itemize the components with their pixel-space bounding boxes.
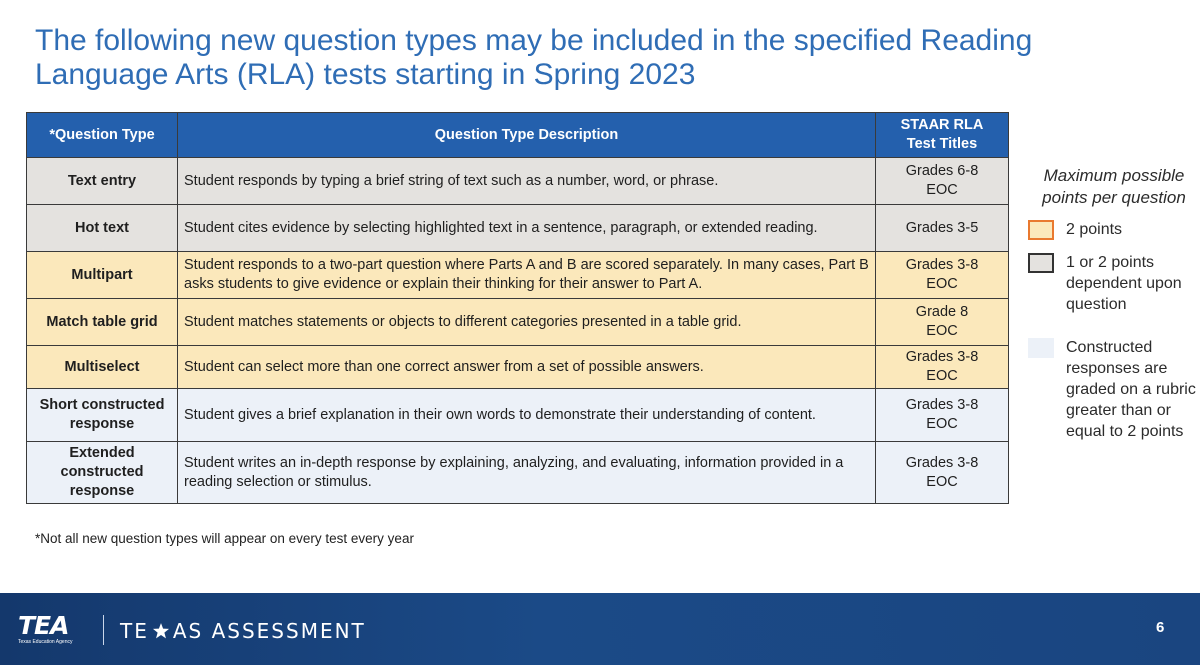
row-description: Student responds by typing a brief string of text such as a number, word, or phrase.: [178, 158, 876, 205]
row-question-type: Multipart: [27, 252, 178, 299]
row-description: Student can select more than one correct answer from a set of possible answers.: [178, 346, 876, 389]
row-test-titles: [876, 252, 1009, 299]
row-question-type: Hot text: [27, 205, 178, 252]
legend-label: 2 points: [1066, 221, 1123, 238]
table-row: [27, 442, 1009, 504]
table-row: [27, 389, 1009, 442]
tea-logo-subtext: Texas Education Agency: [18, 639, 73, 645]
legend-item-2-points: [1028, 219, 1200, 240]
row-eoc: EOC: [926, 276, 958, 292]
header-test-titles: [876, 113, 1009, 158]
question-types-table: [26, 112, 1009, 504]
row-test-titles: [876, 205, 1009, 252]
tea-logo: [18, 613, 90, 649]
row-description: Student matches statements or objects to different categories presented in a table grid.: [178, 299, 876, 346]
table-row: [27, 205, 1009, 252]
row-eoc: EOC: [926, 323, 958, 339]
header-question-type: *Question Type: [27, 113, 178, 158]
footer-divider: [103, 615, 104, 645]
row-question-type: Extended constructed response: [27, 442, 178, 504]
header-test-titles-line2: Test Titles: [906, 136, 978, 152]
row-eoc: EOC: [926, 182, 958, 198]
texas-assessment-brand: [120, 620, 366, 642]
row-question-type: Text entry: [27, 158, 178, 205]
star-icon: [151, 622, 171, 640]
row-description: Student writes an in-depth response by explaining, analyzing, and evaluating, information provided in a reading selection or stimulus.: [178, 442, 876, 504]
legend-swatch-gray: [1028, 253, 1054, 273]
table-row: [27, 299, 1009, 346]
legend-title: Maximum possible points per question: [1042, 166, 1186, 207]
legend-item-1-or-2-points: [1028, 252, 1200, 315]
row-description: Student gives a brief explanation in their own words to demonstrate their understanding of content.: [178, 389, 876, 442]
legend-label: 1 or 2 points dependent upon question: [1066, 254, 1182, 313]
legend-swatch-blue: [1028, 338, 1054, 358]
row-grade: Grades 3-8: [905, 397, 979, 413]
brand-text-part2: AS ASSESSMENT: [172, 619, 366, 643]
row-eoc: EOC: [926, 368, 958, 384]
row-eoc: EOC: [926, 416, 958, 432]
row-test-titles: [876, 389, 1009, 442]
table-row: [27, 252, 1009, 299]
row-grade: Grades 3-8: [905, 454, 979, 471]
footer-bar: [0, 593, 1200, 665]
table-row: [27, 158, 1009, 205]
row-question-type: Multiselect: [27, 346, 178, 389]
page-title: The following new question types may be included in the specified Reading Language Arts (RLA) tests starting in Spring 2023: [35, 24, 1033, 91]
row-grade: Grades 3-8: [905, 257, 979, 273]
legend-label: Constructed responses are graded on a rubric greater than or equal to 2 points: [1066, 339, 1196, 440]
tea-logo-text: TEA: [18, 611, 69, 640]
legend-swatch-yellow: [1028, 220, 1054, 240]
points-legend: [1028, 165, 1200, 454]
table-header-row: [27, 113, 1009, 158]
row-test-titles: [876, 158, 1009, 205]
legend-item-constructed: [1028, 337, 1200, 442]
row-description: Student cites evidence by selecting highlighted text in a sentence, paragraph, or extended reading.: [178, 205, 876, 252]
row-test-titles: [876, 299, 1009, 346]
row-test-titles: [876, 346, 1009, 389]
row-grade: Grades 3-5: [905, 219, 979, 236]
row-test-titles: [876, 442, 1009, 504]
row-grade: Grade 8: [915, 304, 969, 320]
brand-text-part1: TE: [120, 619, 149, 643]
row-question-type: Short constructed response: [27, 389, 178, 442]
row-description: Student responds to a two-part question where Parts A and B are scored separately. In many cases, Part B asks students to give evidence or explain their thinking for their answer to Part A.: [178, 252, 876, 299]
footnote: *Not all new question types will appear on every test every year: [35, 531, 414, 546]
row-grade: Grades 6-8: [905, 163, 979, 179]
row-question-type: Match table grid: [27, 299, 178, 346]
table-row: [27, 346, 1009, 389]
header-test-titles-line1: STAAR RLA: [900, 117, 984, 133]
row-grade: Grades 3-8: [905, 349, 979, 365]
row-eoc: EOC: [926, 473, 958, 490]
page-number: 6: [1156, 619, 1165, 636]
header-description: Question Type Description: [178, 113, 876, 158]
